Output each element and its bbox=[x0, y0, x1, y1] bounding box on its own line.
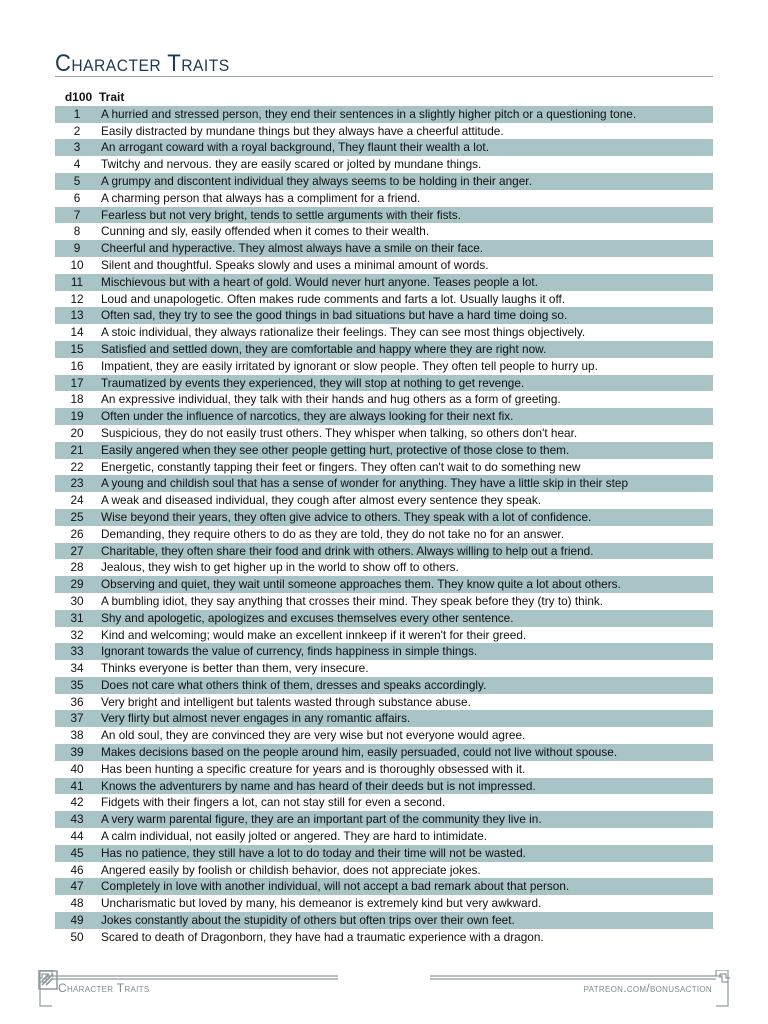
roll-number: 29 bbox=[55, 576, 99, 593]
roll-number: 10 bbox=[70, 257, 84, 272]
trait-description: Cunning and sly, easily offended when it comes to their wealth. bbox=[101, 224, 430, 239]
table-row bbox=[55, 710, 713, 727]
table-row bbox=[55, 341, 713, 358]
trait-description: Very bright and intelligent but talents wasted through substance abuse. bbox=[101, 694, 471, 709]
trait-description: Kind and welcoming; would make an excellent innkeep if it weren't for their greed. bbox=[101, 627, 527, 642]
trait-description: An expressive individual, they talk with their hands and hug others as a form of greeting. bbox=[101, 392, 561, 407]
column-header-trait: Trait bbox=[99, 90, 125, 104]
roll-number: 26 bbox=[70, 526, 84, 541]
trait-description: Has been hunting a specific creature for years and is thoroughly obsessed with it. bbox=[101, 761, 526, 776]
table-row bbox=[55, 559, 713, 576]
trait-description: Does not care what others think of them, dresses and speaks accordingly. bbox=[99, 677, 713, 694]
trait-description: A grumpy and discontent individual they always seems to be holding in their anger. bbox=[99, 173, 713, 190]
table-row bbox=[55, 912, 713, 929]
table-row bbox=[55, 862, 713, 879]
roll-number: 7 bbox=[55, 207, 99, 224]
table-row bbox=[55, 509, 713, 526]
table-row bbox=[55, 778, 713, 795]
traits-table-body bbox=[55, 106, 713, 946]
traits-table bbox=[55, 89, 713, 946]
trait-description: Wise beyond their years, they often give advice to others. They speak with a lot of confidence. bbox=[99, 509, 713, 526]
roll-number: 2 bbox=[73, 123, 81, 138]
table-row bbox=[55, 139, 713, 156]
table-header-row bbox=[55, 89, 713, 106]
column-header-d100: d100 bbox=[64, 90, 93, 104]
table-row bbox=[55, 878, 713, 895]
roll-number: 41 bbox=[55, 778, 99, 795]
trait-description: A hurried and stressed person, they end their sentences in a slightly higher pitch or a questioning tone. bbox=[99, 106, 713, 123]
table-row bbox=[55, 694, 713, 711]
title-divider bbox=[55, 76, 713, 77]
table-row bbox=[55, 627, 713, 644]
roll-number: 12 bbox=[70, 291, 84, 306]
roll-number: 35 bbox=[55, 677, 99, 694]
page-footer bbox=[38, 970, 730, 1010]
trait-description: Often under the influence of narcotics, they are always looking for their next fix. bbox=[99, 408, 713, 425]
roll-number: 3 bbox=[55, 139, 99, 156]
roll-number: 13 bbox=[55, 307, 99, 324]
roll-number: 18 bbox=[70, 392, 84, 407]
table-row bbox=[55, 593, 713, 610]
trait-description: Impatient, they are easily irritated by ignorant or slow people. They often tell people to hurry up. bbox=[101, 358, 598, 373]
trait-description: Angered easily by foolish or childish behavior, does not appreciate jokes. bbox=[101, 862, 481, 877]
table-row bbox=[55, 156, 713, 173]
trait-description: A bumbling idiot, they say anything that crosses their mind. They speak before they (try to) think. bbox=[101, 593, 604, 608]
table-row bbox=[55, 442, 713, 459]
roll-number: 42 bbox=[70, 795, 84, 810]
table-row bbox=[55, 274, 713, 291]
table-row bbox=[55, 408, 713, 425]
table-row bbox=[55, 459, 713, 476]
trait-description: Jokes constantly about the stupidity of others but often trips over their own feet. bbox=[99, 912, 713, 929]
roll-number: 25 bbox=[55, 509, 99, 526]
table-row bbox=[55, 794, 713, 811]
roll-number: 36 bbox=[70, 694, 84, 709]
trait-description: Scared to death of Dragonborn, they have had a traumatic experience with a dragon. bbox=[101, 929, 544, 944]
trait-description: Completely in love with another individual, will not accept a bad remark about that person. bbox=[99, 878, 713, 895]
roll-number: 15 bbox=[55, 341, 99, 358]
roll-number: 17 bbox=[55, 375, 99, 392]
trait-description: Satisfied and settled down, they are comfortable and happy where they are right now. bbox=[99, 341, 713, 358]
table-row bbox=[55, 929, 713, 946]
table-row bbox=[55, 123, 713, 140]
table-row bbox=[55, 375, 713, 392]
table-row bbox=[55, 358, 713, 375]
table-row bbox=[55, 576, 713, 593]
table-row bbox=[55, 425, 713, 442]
table-row bbox=[55, 543, 713, 560]
trait-description: Shy and apologetic, apologizes and excuses themselves every other sentence. bbox=[99, 610, 713, 627]
trait-description: A weak and diseased individual, they cough after almost every sentence they speak. bbox=[101, 493, 542, 508]
roll-number: 21 bbox=[55, 442, 99, 459]
roll-number: 43 bbox=[55, 811, 99, 828]
table-row bbox=[55, 391, 713, 408]
roll-number: 49 bbox=[55, 912, 99, 929]
roll-number: 28 bbox=[70, 560, 84, 575]
table-row bbox=[55, 106, 713, 123]
trait-description: Makes decisions based on the people around him, easily persuaded, could not live without spouse. bbox=[99, 744, 713, 761]
trait-description: Observing and quiet, they wait until someone approaches them. They know quite a lot about others. bbox=[99, 576, 713, 593]
table-row bbox=[55, 727, 713, 744]
page-title: Character Traits bbox=[55, 50, 230, 77]
roll-number: 34 bbox=[70, 661, 84, 676]
trait-description: Easily distracted by mundane things but they always have a cheerful attitude. bbox=[101, 123, 504, 138]
roll-number: 27 bbox=[55, 543, 99, 560]
table-row bbox=[55, 677, 713, 694]
trait-description: Charitable, they often share their food and drink with others. Always willing to help out a friend. bbox=[99, 543, 713, 560]
table-row bbox=[55, 324, 713, 341]
roll-number: 9 bbox=[55, 240, 99, 257]
table-row bbox=[55, 223, 713, 240]
trait-description: Fearless but not very bright, tends to settle arguments with their fists. bbox=[99, 207, 713, 224]
roll-number: 6 bbox=[73, 190, 81, 205]
roll-number: 40 bbox=[70, 761, 84, 776]
bonus-action-logo-icon bbox=[38, 970, 58, 990]
trait-description: Often sad, they try to see the good things in bad situations but have a hard time doing so. bbox=[99, 307, 713, 324]
roll-number: 47 bbox=[55, 878, 99, 895]
roll-number: 8 bbox=[73, 224, 81, 239]
trait-description: Demanding, they require others to do as they are told, they do not take no for an answer. bbox=[101, 526, 564, 541]
roll-number: 19 bbox=[55, 408, 99, 425]
trait-description: Mischievous but with a heart of gold. Would never hurt anyone. Teases people a lot. bbox=[99, 274, 713, 291]
trait-description: Jealous, they wish to get higher up in the world to show off to others. bbox=[101, 560, 459, 575]
footer-title: Character Traits bbox=[58, 981, 150, 995]
table-row bbox=[55, 643, 713, 660]
table-row bbox=[55, 660, 713, 677]
roll-number: 46 bbox=[70, 862, 84, 877]
roll-number: 1 bbox=[55, 106, 99, 123]
table-row bbox=[55, 828, 713, 845]
trait-description: Fidgets with their fingers a lot, can not stay still for even a second. bbox=[101, 795, 446, 810]
table-row bbox=[55, 190, 713, 207]
trait-description: Easily angered when they see other people getting hurt, protective of those close to them. bbox=[99, 442, 713, 459]
roll-number: 48 bbox=[70, 896, 84, 911]
trait-description: Twitchy and nervous. they are easily scared or jolted by mundane things. bbox=[101, 157, 482, 172]
table-row bbox=[55, 811, 713, 828]
roll-number: 11 bbox=[55, 274, 99, 291]
table-row bbox=[55, 307, 713, 324]
roll-number: 38 bbox=[70, 728, 84, 743]
trait-description: Silent and thoughtful. Speaks slowly and uses a minimal amount of words. bbox=[101, 257, 489, 272]
trait-description: Suspicious, they do not easily trust others. They whisper when talking, so others don't hear. bbox=[101, 425, 578, 440]
trait-description: Knows the adventurers by name and has heard of their deeds but is not impressed. bbox=[99, 778, 713, 795]
table-row bbox=[55, 895, 713, 912]
trait-description: Cheerful and hyperactive. They almost always have a smile on their face. bbox=[99, 240, 713, 257]
table-row bbox=[55, 475, 713, 492]
trait-description: An old soul, they are convinced they are very wise but not everyone would agree. bbox=[101, 728, 526, 743]
trait-description: An arrogant coward with a royal background, They flaunt their wealth a lot. bbox=[99, 139, 713, 156]
roll-number: 32 bbox=[70, 627, 84, 642]
trait-description: Energetic, constantly tapping their feet or fingers. They often can't wait to do something new bbox=[101, 459, 581, 474]
roll-number: 33 bbox=[55, 643, 99, 660]
roll-number: 24 bbox=[70, 493, 84, 508]
table-row bbox=[55, 257, 713, 274]
trait-description: A very warm parental figure, they are an important part of the community they live in. bbox=[99, 811, 713, 828]
trait-description: Ignorant towards the value of currency, finds happiness in simple things. bbox=[99, 643, 713, 660]
roll-number: 16 bbox=[70, 358, 84, 373]
roll-number: 14 bbox=[70, 325, 84, 340]
trait-description: A stoic individual, they always rationalize their feelings. They can see most things objectively. bbox=[101, 325, 586, 340]
footer-patreon-link[interactable]: patreon.com/bonusaction bbox=[583, 981, 712, 995]
trait-description: Very flirty but almost never engages in any romantic affairs. bbox=[99, 710, 713, 727]
roll-number: 5 bbox=[55, 173, 99, 190]
trait-description: Uncharismatic but loved by many, his demeanor is extremely kind but very awkward. bbox=[101, 896, 542, 911]
table-row bbox=[55, 207, 713, 224]
trait-description: Has no patience, they still have a lot to do today and their time will not be wasted. bbox=[99, 845, 713, 862]
trait-description: A young and childish soul that has a sense of wonder for anything. They have a little skip in their step bbox=[99, 475, 713, 492]
trait-description: Loud and unapologetic. Often makes rude comments and farts a lot. Usually laughs it off. bbox=[101, 291, 566, 306]
trait-description: A charming person that always has a compliment for a friend. bbox=[101, 190, 421, 205]
roll-number: 22 bbox=[70, 459, 84, 474]
table-row bbox=[55, 173, 713, 190]
table-row bbox=[55, 240, 713, 257]
roll-number: 31 bbox=[55, 610, 99, 627]
roll-number: 50 bbox=[70, 929, 84, 944]
roll-number: 44 bbox=[70, 829, 84, 844]
table-row bbox=[55, 492, 713, 509]
roll-number: 23 bbox=[55, 475, 99, 492]
roll-number: 20 bbox=[70, 425, 84, 440]
roll-number: 39 bbox=[55, 744, 99, 761]
table-row bbox=[55, 761, 713, 778]
table-row bbox=[55, 526, 713, 543]
table-row bbox=[55, 291, 713, 308]
table-row bbox=[55, 744, 713, 761]
roll-number: 37 bbox=[55, 710, 99, 727]
roll-number: 4 bbox=[73, 157, 81, 172]
roll-number: 30 bbox=[70, 593, 84, 608]
trait-description: A calm individual, not easily jolted or angered. They are hard to intimidate. bbox=[101, 829, 488, 844]
table-row bbox=[55, 610, 713, 627]
trait-description: Traumatized by events they experienced, they will stop at nothing to get revenge. bbox=[99, 375, 713, 392]
table-row bbox=[55, 845, 713, 862]
trait-description: Thinks everyone is better than them, very insecure. bbox=[101, 661, 369, 676]
roll-number: 45 bbox=[55, 845, 99, 862]
